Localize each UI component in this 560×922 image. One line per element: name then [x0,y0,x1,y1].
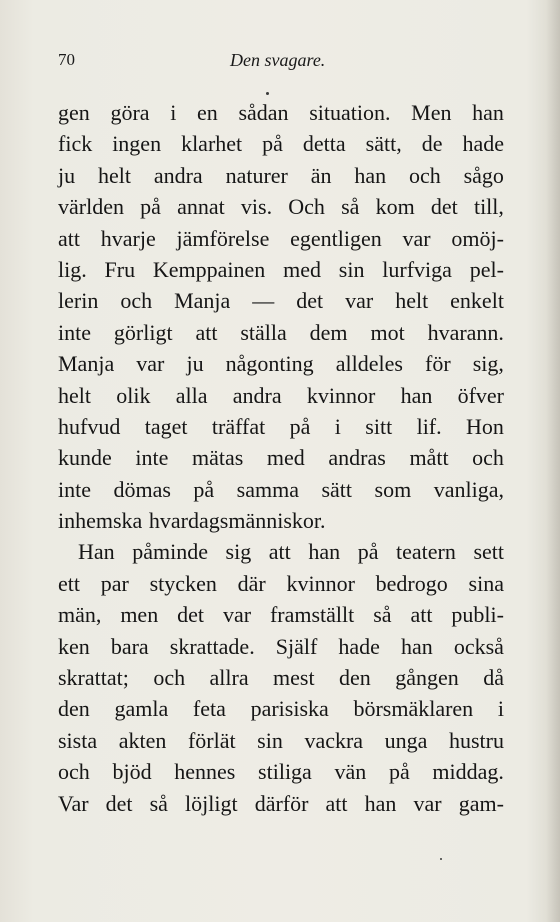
word: till, [473,194,504,220]
word: då [483,665,504,691]
word: öfver [457,382,504,408]
word: gam- [458,790,504,816]
word: situation. [309,100,391,125]
word: han [308,539,341,565]
text-line [58,662,504,693]
word: — [252,288,275,314]
text-line [58,223,504,254]
word: Fru [104,256,136,282]
page-number: 70 [58,50,75,69]
word: på [193,476,215,502]
word: var [222,602,252,628]
word: enkelt [450,288,504,314]
running-title: Den svagare. [230,50,326,70]
word: och [120,288,153,314]
word: kvinnor [306,382,376,408]
word: publi- [451,602,504,628]
word: den [58,696,90,722]
word: akten [118,727,167,753]
word: ju [186,351,204,377]
word: och [153,665,186,691]
word: börsmäklaren [353,696,474,722]
word: inhemska [58,508,143,534]
text-line [58,693,504,724]
word: världen [58,194,124,220]
word: alldeles [335,351,403,377]
word: egentligen [290,225,382,251]
word: sett [473,539,504,565]
word: som [374,476,412,502]
word: Han [78,539,115,565]
word: taget [144,413,188,439]
word: hustru [448,727,504,753]
word: hvardagsmänniskor. [148,508,326,534]
word: Men [411,100,452,125]
word: Var [58,790,89,816]
word: vackra [304,727,364,753]
word: därför [254,790,309,816]
word: Manja [58,351,115,377]
word: i [170,100,177,125]
page-header [58,50,503,80]
text-line [58,599,504,630]
word: andra [232,382,282,408]
word: ett [58,570,80,596]
word: mest [273,665,315,691]
body-text [58,97,504,819]
word: och [472,445,504,471]
word: middag. [432,759,504,785]
word: hennes [174,759,236,785]
word: hvarann. [427,319,504,345]
word: att [410,602,433,628]
word: skrattat; [58,665,129,691]
word: allra [209,665,249,691]
word: och [58,759,90,785]
word: hade [462,131,504,157]
word: också [453,633,504,659]
text-line [58,788,504,819]
word: andra [153,162,203,188]
word: olik [116,382,151,408]
word: par [100,570,129,596]
word: med [283,256,321,282]
word: klarhet [181,131,243,157]
word: skrattade. [169,633,255,659]
word: sätt, [365,131,402,157]
word: Själf [275,633,318,659]
word: var [402,225,431,251]
text-line [58,317,504,348]
text-line [58,505,504,536]
word: att [58,225,80,251]
word: sin [338,256,365,282]
word: det [296,288,324,314]
word: Manja [174,288,231,314]
text-line [58,442,504,473]
word: påminde [132,539,208,565]
word: än [310,162,332,188]
word: lerin [58,288,99,314]
word: inte [58,319,91,345]
word: kvinnor [286,570,355,596]
word: inte [58,476,91,502]
print-speck [266,92,269,95]
word: unga [384,727,428,753]
word: löjligt [185,790,238,816]
word: där [237,570,266,596]
word: den [339,665,371,691]
word: vis. [240,194,273,220]
word: Hon [466,413,504,439]
word: detta [302,131,346,157]
text-line [58,254,504,285]
text-line [58,411,504,442]
word: helt [97,162,131,188]
word: mot [370,319,405,345]
text-line [58,536,504,567]
word: omöj- [451,225,504,251]
word: sina [468,570,504,596]
word: gen [58,100,90,125]
word: lig. [58,256,87,282]
word: alla [175,382,208,408]
word: annat [177,194,225,220]
paragraph [58,536,504,819]
text-line [58,474,504,505]
text-line [58,97,504,128]
word: han [354,162,387,188]
word: naturer [225,162,288,188]
word: på [140,194,161,220]
word: sig, [472,351,504,377]
word: någonting [225,351,314,377]
word: gamla [114,696,169,722]
print-speck [440,858,442,860]
word: sågo [463,162,504,188]
text-line [58,160,504,191]
text-line [58,631,504,662]
word: Och [288,194,325,220]
word: stycken [149,570,217,596]
word: helt [58,382,91,408]
word: helt [395,288,429,314]
word: var [345,288,374,314]
word: sista [58,727,98,753]
word: på [289,413,311,439]
word: så [341,194,360,220]
word: så [149,790,168,816]
word: en [197,100,218,125]
word: och [408,162,441,188]
word: jämförelse [176,225,270,251]
word: det [177,602,205,628]
word: träffat [211,413,266,439]
word: hade [338,633,380,659]
word: hvarje [100,225,156,251]
word: i [497,696,504,722]
word: görligt [113,319,173,345]
word: bara [110,633,149,659]
page-edge-shadow [546,0,560,922]
word: vanliga, [433,476,504,502]
word: hufvud [58,413,121,439]
word: var [413,790,442,816]
word: teatern [396,539,456,565]
word: i [334,413,341,439]
word: på [357,539,379,565]
word: Kemppainen [152,256,266,282]
word: med [266,445,305,471]
word: de [421,131,443,157]
text-line [58,191,504,222]
word: för [425,351,451,377]
word: pel- [469,256,504,282]
text-line [58,756,504,787]
word: inte [135,445,169,471]
word: att [195,319,218,345]
text-line [58,725,504,756]
word: mätas [191,445,244,471]
text-line [58,128,504,159]
word: feta [192,696,226,722]
word: göra [110,100,150,125]
word: ingen [112,131,162,157]
word: han [364,790,397,816]
word: sin [257,727,283,753]
word: vän [334,759,367,785]
word: det [430,194,458,220]
word: han [400,382,433,408]
word: män, [58,602,102,628]
word: lif. [416,413,442,439]
word: framställt [269,602,355,628]
text-line [58,348,504,379]
word: sätt [321,476,353,502]
word: andras [328,445,386,471]
text-line [58,568,504,599]
word: sitt [365,413,393,439]
word: på [388,759,410,785]
word: dömas [113,476,171,502]
word: sådan [238,100,289,125]
paragraph [58,97,504,536]
word: stiliga [258,759,312,785]
word: dem [309,319,348,345]
word: bjöd [112,759,152,785]
word: bedrogo [375,570,448,596]
word: samma [236,476,299,502]
word: han [401,633,433,659]
word: fick [58,131,93,157]
word: kom [375,194,415,220]
word: ställa [240,319,287,345]
word: sig [225,539,252,565]
word: ju [58,162,76,188]
word: parisiska [250,696,329,722]
word: var [136,351,165,377]
word: att [268,539,291,565]
text-line [58,285,504,316]
text-line [58,380,504,411]
word: kunde [58,445,112,471]
word: han [472,100,504,125]
word: men [120,602,159,628]
word: att [325,790,348,816]
word: det [105,790,133,816]
word: förlät [187,727,236,753]
word: på [262,131,283,157]
word: ken [58,633,90,659]
word: mått [409,445,449,471]
word: lurfviga [382,256,452,282]
word: gången [395,665,459,691]
word: så [373,602,392,628]
